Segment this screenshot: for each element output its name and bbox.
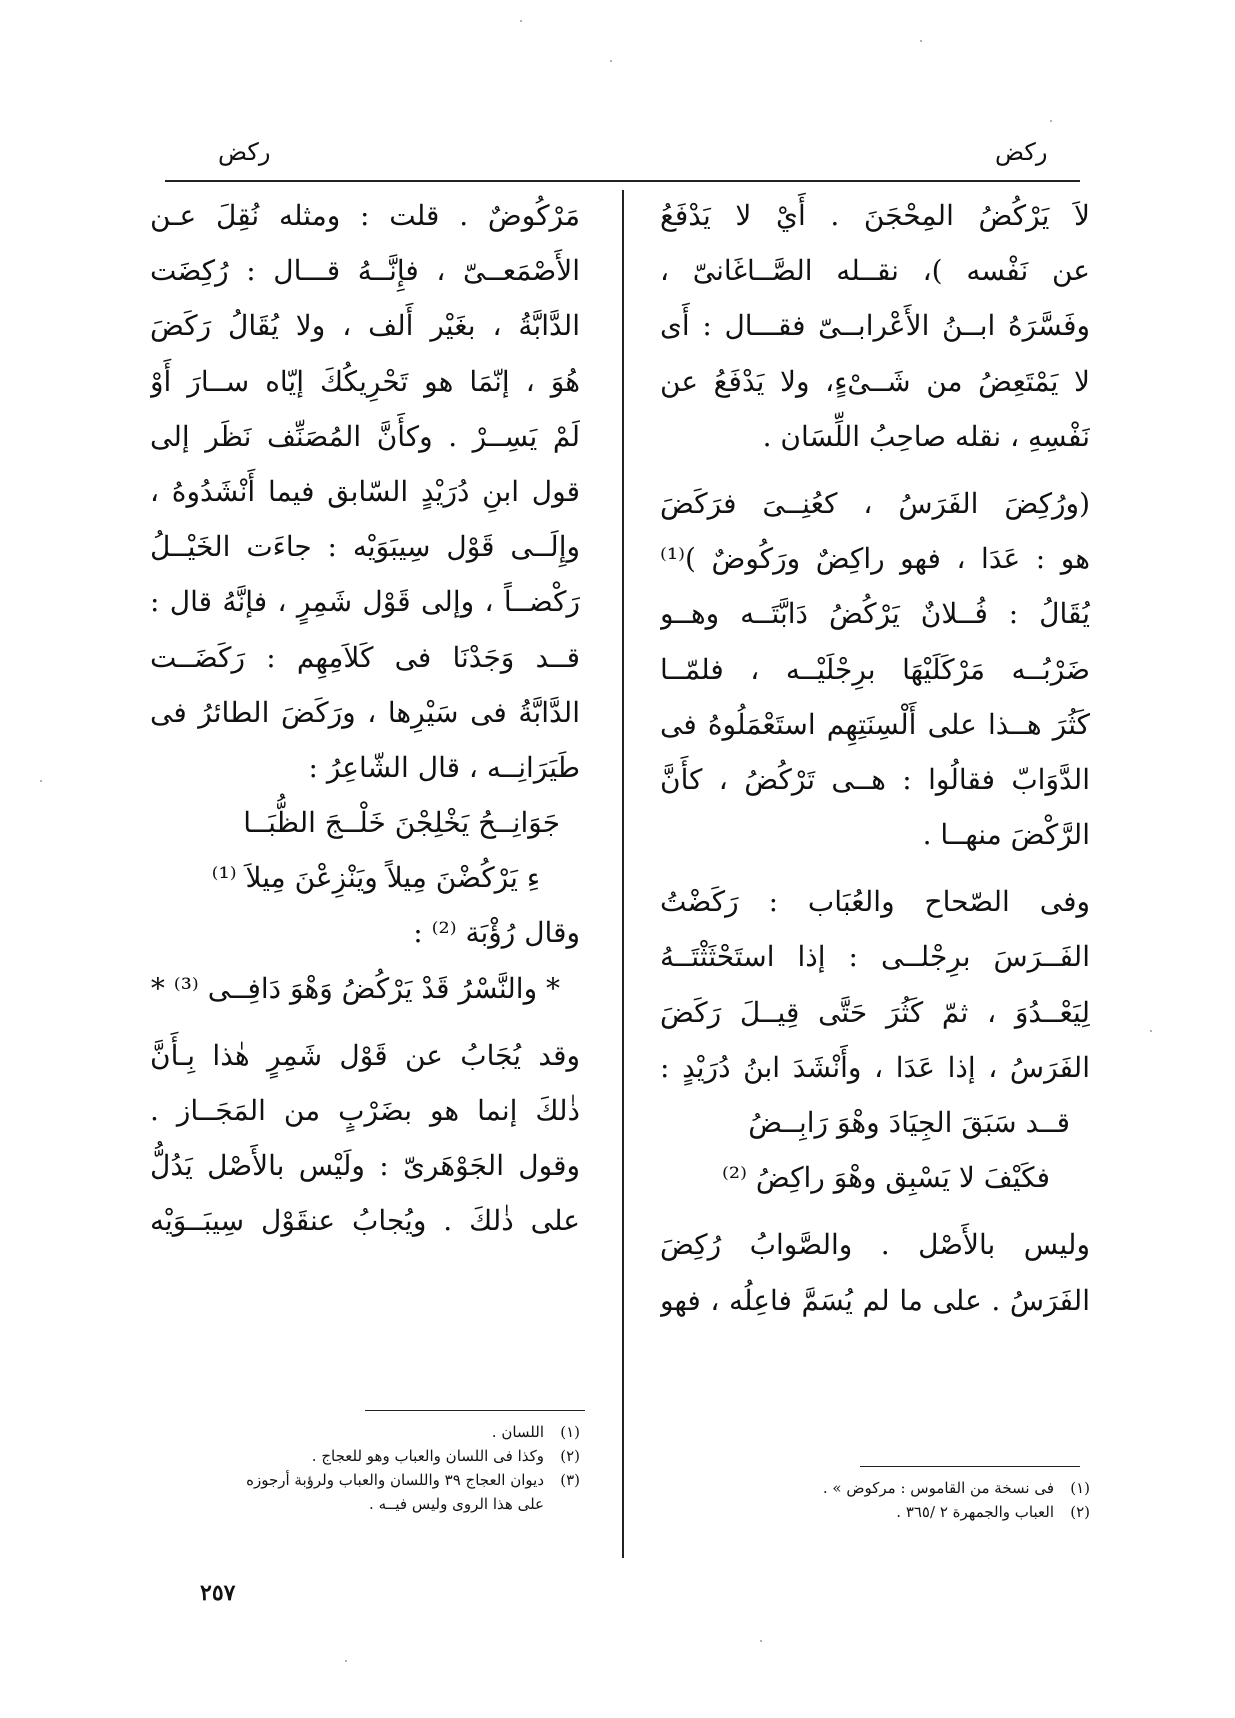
text-line: وفَسَّرَهُ ابــنُ الأَعْرابــىّ فقـــال : أَى xyxy=(660,309,1090,343)
scan-speck xyxy=(610,60,612,62)
scan-speck xyxy=(520,20,522,22)
running-header-right: ركض xyxy=(995,138,1048,166)
text-line: لَمْ يَسِــرْ . وكأَنَّ المُصَنِّف نَظَر إلى xyxy=(150,419,580,453)
verse-line: قــد سَبَقَ الجِيَادَ وهْوَ رَابِــضُ xyxy=(748,1106,1070,1139)
text-line: وليس بالأَصْل . والصَّوابُ رُكِضَ xyxy=(660,1228,1090,1262)
footnotes-right xyxy=(660,1476,1090,1524)
verse-line: جَوَانِــحُ يَخْلِجْنَ خَلْــجَ الظُّبَــا xyxy=(243,806,560,840)
footnote-rule-right xyxy=(860,1466,1080,1467)
text-line: ذٰلكَ إنما هو بضَرْبٍ من المَجَــاز . xyxy=(150,1094,580,1127)
text-column-right xyxy=(660,188,1090,1328)
text-line: وقال رُؤْبَة ⁽²⁾ : xyxy=(413,916,580,950)
text-line: كَثُرَ هــذا على أَلْسِنَتِهِم استَعْمَلُوهُ فى xyxy=(660,707,1090,741)
text-line: مَرْكُوضٌ . قلت : ومثله نُقِلَ عـن xyxy=(150,199,580,232)
text-line: الدَّوَابّ فقالُوا : هــى تَرْكُضُ ، كأَنَّ xyxy=(660,762,1090,796)
text-line: ضَرْبُــه مَرْكَلَيْهَا برِجْلَيْــه ، فلمّــا xyxy=(660,652,1090,686)
footnotes-left xyxy=(150,1420,580,1516)
verse-line: فكَيْفَ لا يَسْبِق وهْوَ راكِضُ ⁽²⁾ xyxy=(721,1161,1050,1195)
verse-line: ءِ يَرْكُضْنَ مِيلاً ويَنْزِعْنَ مِيلاَ ⁽¹⁾ xyxy=(211,861,540,895)
text-line: الفَرَسُ . على ما لم يُسَمَّ فاعِلُه ، فهو xyxy=(660,1283,1090,1317)
text-line: رَكْضــاً ، وإلى قَوْل شَمِرٍ ، فإنَّهُ قال : xyxy=(150,585,580,619)
scan-speck xyxy=(920,40,922,42)
text-line: وفى الصّحاح والعُبَاب : رَكَضْتُ xyxy=(660,885,1090,919)
text-line: طَيَرَانِــه ، قال الشّاعِرُ : xyxy=(308,750,580,784)
scan-speck xyxy=(40,780,42,782)
verse-line: * والنَّسْرُ قَدْ يَرْكُضُ وَهْوَ دَافِــى ⁽³⁾ * xyxy=(150,971,560,1005)
text-line: الفَرَسُ ، إذا عَدَا ، وأَنْشَدَ ابنُ دُرَيْدٍ : xyxy=(660,1050,1090,1084)
scan-speck xyxy=(760,1640,762,1642)
text-line: قول ابنِ دُرَيْدٍ السّابق فيما أَنْشَدُوهُ ، xyxy=(150,474,580,508)
text-line: على ذٰلكَ . ويُجابُ عنقَوْل سِيبَــوَيْه xyxy=(150,1204,580,1238)
text-line: الدَّابَّةُ ، بغَيْر أَلف ، ولا يُقَالُ رَكَضَ xyxy=(150,309,580,343)
text-line: لا يَمْتَعِضُ من شَــىْءٍ، ولا يَدْفَعُ عن xyxy=(660,364,1090,398)
text-line: الأَصْمَعــىّ ، فإِنَّــهُ قـــال : رُكِضَت xyxy=(150,254,580,288)
page-number: ٢٥٧ xyxy=(200,1580,236,1606)
footnote: (١)فى نسخة من القاموس : مركوض » . xyxy=(822,1479,1090,1497)
text-line: وقد يُجَابُ عن قَوْل شَمِرٍ هٰذا بِـأَنَّ xyxy=(150,1038,580,1072)
text-line: قــد وَجَدْنَا فى كَلاَمِهِم : رَكَضَــت xyxy=(150,640,580,674)
header-rule xyxy=(165,180,1080,182)
text-line: هُوَ ، إنّمَا هو تَحْرِيكُكَ إيّاه ســارَ أَوْ xyxy=(150,364,580,398)
text-line: لِيَعْــدُوَ ، ثمّ كَثُرَ حَتَّى قِيــلَ رَكَضَ xyxy=(660,995,1090,1029)
text-line: وقول الجَوْهَرىّ : ولَيْس بالأَصْل يَدُلُّ xyxy=(150,1149,580,1183)
text-line: يُقَالُ : فُــلانٌ يَرْكُضُ دَابَّتَــه وهــو xyxy=(660,597,1090,631)
scan-speck xyxy=(1150,1030,1152,1032)
scan-speck xyxy=(1050,120,1052,122)
text-line: عن نَفْسه )، نقــله الصَّــاغَانىّ ، xyxy=(660,254,1090,288)
column-divider xyxy=(622,190,624,1558)
text-line: الرَّكْضَ منهــا . xyxy=(922,818,1090,852)
text-line: (ورُكِضَ الفَرَسُ ، كعُنِــىَ فرَكَضَ xyxy=(660,486,1090,520)
text-column-left xyxy=(150,188,580,1249)
text-line: هو : عَدَا ، فهو راكِضٌ ورَكُوضٌ )⁽¹⁾ xyxy=(660,542,1090,576)
text-line: وإِلَــى قَوْل سِيبَوَيْه : جاءَت الخَيْــلُ xyxy=(150,530,580,564)
text-line: لاَ يَرْكُضُ المِحْجَنَ . أَيْ لا يَدْفَعُ xyxy=(660,199,1090,232)
text-line: الفَــرَسَ برِجْلــى : إذا استَحْثَثْتَــهُ xyxy=(660,940,1090,974)
footnote: (٣)ديوان العجاج ٣٩ واللسان والعباب ولرؤبة أرجوزه xyxy=(246,1471,580,1489)
footnote-rule-left xyxy=(365,1410,585,1411)
scan-speck xyxy=(345,1660,347,1662)
running-header-left: ركض xyxy=(218,138,271,166)
text-line: نَفْسِهِ ، نقله صاحِبُ اللِّسَان . xyxy=(762,419,1090,453)
footnote: (١)اللسان . xyxy=(491,1423,580,1441)
text-line: الدَّابَّةُ فى سَيْرِها ، ورَكَضَ الطائرُ فى xyxy=(150,695,580,729)
footnote: (٢)العباب والجمهرة ٢ /٣٦٥ . xyxy=(896,1503,1090,1521)
footnote: (٢)وكذا فى اللسان والعباب وهو للعجاج . xyxy=(311,1447,580,1465)
footnote: على هذا الروى وليس فيــه . xyxy=(369,1495,544,1513)
